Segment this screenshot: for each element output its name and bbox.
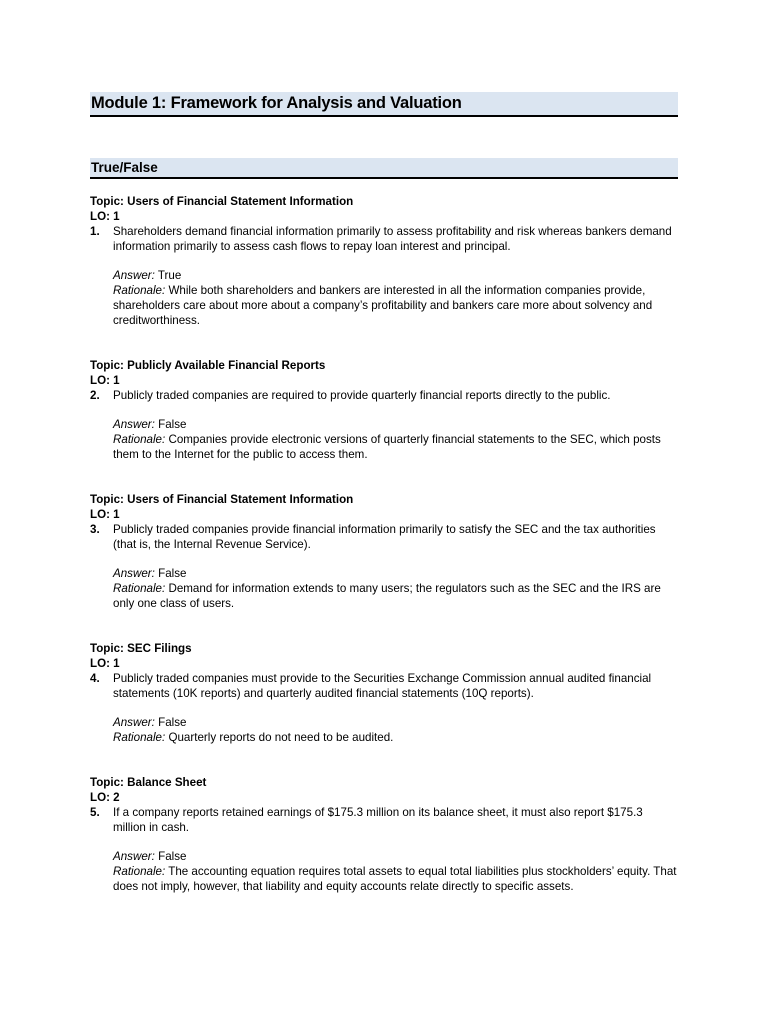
answer-label: Answer: xyxy=(113,716,155,729)
answer-line xyxy=(113,417,678,432)
learning-objective: LO: 1 xyxy=(90,508,120,521)
rationale-text: Quarterly reports do not need to be audited. xyxy=(168,731,394,744)
answer-block xyxy=(113,417,678,462)
section-title: True/False xyxy=(90,158,678,179)
document-page xyxy=(90,92,678,894)
question-number: 3. xyxy=(90,523,100,536)
answer-value: False xyxy=(158,418,187,431)
question-stem xyxy=(90,388,678,403)
question-topic: Topic: Users of Financial Statement Information xyxy=(90,195,354,208)
question-item xyxy=(90,194,678,328)
rationale-label: Rationale: xyxy=(113,284,166,297)
rationale-line xyxy=(113,283,678,328)
question-item xyxy=(90,358,678,462)
rationale-line xyxy=(113,581,678,611)
answer-block xyxy=(113,849,678,894)
rationale-text: Demand for information extends to many users; the regulators such as the SEC and the IRS are only one class of users. xyxy=(113,582,661,610)
module-title: Module 1: Framework for Analysis and Valuation xyxy=(90,92,678,117)
answer-label: Answer: xyxy=(113,567,155,580)
question-text: Shareholders demand financial information primarily to assess profitability and risk whereas bankers demand information primarily to assess cash flows to repay loan interest and principal. xyxy=(113,225,672,253)
question-topic: Topic: Balance Sheet xyxy=(90,776,207,789)
question-item xyxy=(90,492,678,611)
answer-block xyxy=(113,566,678,611)
answer-line xyxy=(113,566,678,581)
rationale-label: Rationale: xyxy=(113,731,166,744)
answer-value: False xyxy=(158,850,187,863)
rationale-line xyxy=(113,432,678,462)
answer-value: True xyxy=(157,269,182,282)
question-topic: Topic: Publicly Available Financial Reports xyxy=(90,359,326,372)
question-number: 2. xyxy=(90,389,100,402)
question-text: Publicly traded companies are required to provide quarterly financial reports directly to the public. xyxy=(113,389,611,402)
rationale-text: The accounting equation requires total assets to equal total liabilities plus stockholders’ equity. That does not imply, however, that liability and equity accounts relate directly to specific assets. xyxy=(113,865,677,893)
question-text: Publicly traded companies must provide to the Securities Exchange Commission annual audited financial statements (10K reports) and quarterly audited financial statements (10Q reports). xyxy=(113,672,652,700)
learning-objective: LO: 2 xyxy=(90,791,120,804)
learning-objective: LO: 1 xyxy=(90,210,120,223)
question-text: If a company reports retained earnings of $175.3 million on its balance sheet, it must also report $175.3 million in cash. xyxy=(113,806,643,834)
answer-value: False xyxy=(158,716,187,729)
learning-objective: LO: 1 xyxy=(90,657,120,670)
answer-line xyxy=(113,715,678,730)
answer-block xyxy=(113,715,678,745)
answer-label: Answer: xyxy=(113,418,155,431)
rationale-label: Rationale: xyxy=(113,865,166,878)
question-stem xyxy=(90,522,678,552)
answer-block xyxy=(113,268,678,328)
rationale-text: Companies provide electronic versions of quarterly financial statements to the SEC, which posts them to the Internet for the public to access them. xyxy=(113,433,661,461)
learning-objective: LO: 1 xyxy=(90,374,120,387)
answer-value: False xyxy=(158,567,187,580)
question-number: 5. xyxy=(90,806,100,819)
answer-line xyxy=(113,849,678,864)
question-stem xyxy=(90,805,678,835)
question-number: 4. xyxy=(90,672,100,685)
question-number: 1. xyxy=(90,225,100,238)
question-text: Publicly traded companies provide financial information primarily to satisfy the SEC and the tax authorities (that is, the Internal Revenue Service). xyxy=(113,523,656,551)
question-stem xyxy=(90,224,678,254)
rationale-line xyxy=(113,730,678,745)
question-item xyxy=(90,775,678,894)
answer-label: Answer: xyxy=(113,269,155,282)
question-list xyxy=(90,194,678,894)
question-item xyxy=(90,641,678,745)
question-stem xyxy=(90,671,678,701)
rationale-line xyxy=(113,864,678,894)
rationale-label: Rationale: xyxy=(113,433,166,446)
answer-label: Answer: xyxy=(113,850,155,863)
question-topic: Topic: SEC Filings xyxy=(90,642,192,655)
question-topic: Topic: Users of Financial Statement Information xyxy=(90,493,354,506)
rationale-text: While both shareholders and bankers are interested in all the information companies provide, shareholders care about more about a company’s profitability and bankers care more about solvency and creditworthiness. xyxy=(113,284,653,327)
answer-line xyxy=(113,268,678,283)
rationale-label: Rationale: xyxy=(113,582,166,595)
